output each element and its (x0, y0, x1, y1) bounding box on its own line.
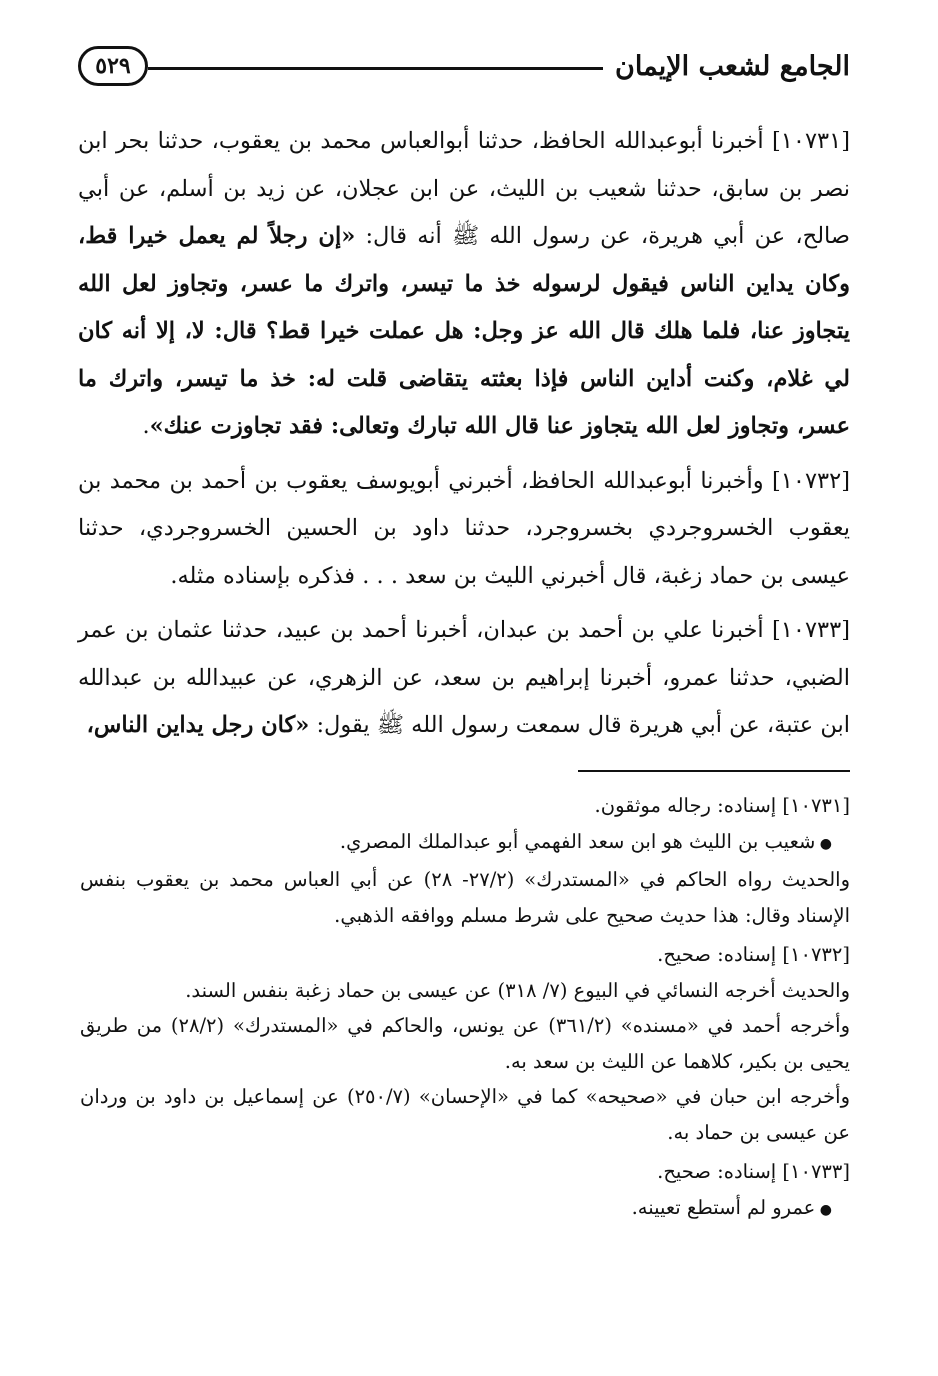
hadith-isnad: . (142, 413, 150, 439)
hadith-number: [١٠٧٣٣] (772, 617, 850, 643)
book-title: الجامع لشعب الإيمان (615, 50, 850, 82)
footnote-heading: [١٠٧٣٢] إسناده: صحيح. (657, 943, 850, 966)
hadith-paragraph (78, 607, 850, 750)
header-rule (148, 67, 603, 70)
footnote-bullet: ● شعيب بن الليث هو ابن سعد الفهمي أبو عبدالملك المصري. (80, 824, 850, 863)
footnotes (80, 784, 850, 1228)
footnote-heading: [١٠٧٣٣] إسناده: صحيح. (657, 1160, 850, 1183)
hadith-paragraph (78, 458, 850, 601)
hadith-number: [١٠٧٣١] (772, 128, 850, 154)
footnote-separator (578, 770, 850, 772)
footnote-text: وأخرجه أحمد في «مسنده» (٣٦١/٢) عن يونس، والحاكم في «المستدرك» (٢٨/٢) من طريق يحيى بن بكير، كلاهما عن الليث بن سعد به. (80, 1014, 850, 1073)
hadith-matn: «كان رجل يداين الناس، (86, 712, 310, 738)
footnote-bullet: ● عمرو لم أستطع تعيينه. (80, 1190, 850, 1229)
hadith-isnad: أخبرنا أبوعبدالله الحافظ، حدثنا أبوالعباس محمد بن يعقوب، حدثنا بحر ابن نصر بن سابق، حدثنا شعيب بن الليث، عن ابن عجلان، عن زيد بن أسلم، عن أبي صالح، عن أبي هريرة، عن رسول الله ﷺ أنه قال: (78, 128, 851, 249)
page-number: ٥٢٩ (78, 46, 148, 86)
hadith-paragraph (78, 118, 850, 451)
hadith-number: [١٠٧٣٢] (772, 467, 850, 494)
footnote-text: وأخرجه ابن حبان في «صحيحه» كما في «الإحسان» (٢٥٠/٧) عن إسماعيل بن داود بن وردان عن عيسى بن حماد به. (80, 1085, 850, 1144)
footnote-heading: [١٠٧٣١] إسناده: رجاله موثقون. (594, 794, 850, 817)
main-text (78, 118, 850, 757)
page-header (78, 36, 850, 96)
hadith-isnad: أخبرنا علي بن أحمد بن عبدان، أخبرنا أحمد بن عبيد، حدثنا عثمان بن عمر الضبي، حدثنا عمرو، أخبرنا إبراهيم بن سعد، عن الزهري، عن عبيدالله بن عبدالله ابن عتبة، عن أبي هريرة قال سمعت رسول الله ﷺ يقول: (78, 617, 850, 738)
footnote-text: والحديث أخرجه النسائي في البيوع (٧/ ٣١٨) عن عيسى بن حماد زغبة بنفس السند. (185, 978, 850, 1002)
hadith-isnad: وأخبرنا أبوعبدالله الحافظ، أخبرني أبويوسف يعقوب بن أحمد بن محمد بن يعقوب الخسروجردي بخسروجرد، حدثنا داود بن الحسين الخسروجردي، حدثنا عيسى بن حماد زغبة، قال أخبرني الليث بن سعد . . . فذكره بإسناده مثله. (78, 467, 850, 589)
hadith-matn: «إن رجلاً لم يعمل خيرا قط، وكان يداين الناس فيقول لرسوله خذ ما تيسر، واترك ما عسر، وتجاوز لعل الله يتجاوز عنا، فلما هلك قال الله عز وجل: هل عملت خيرا قط؟ قال: لا، إلا أنه كان لي غلام، وكنت أداين الناس فإذا بعثته يتقاضى قلت له: خذ ما تيسر، واترك ما عسر، وتجاوز لعل الله يتجاوز عنا قال الله تبارك وتعالى: فقد تجاوزت عنك» (78, 223, 850, 439)
footnote-text: والحديث رواه الحاكم في «المستدرك» (٢٧/٢- ٢٨) عن أبي العباس محمد بن يعقوب بنفس الإسناد وقال: هذا حديث صحيح على شرط مسلم ووافقه الذهبي. (80, 868, 850, 927)
